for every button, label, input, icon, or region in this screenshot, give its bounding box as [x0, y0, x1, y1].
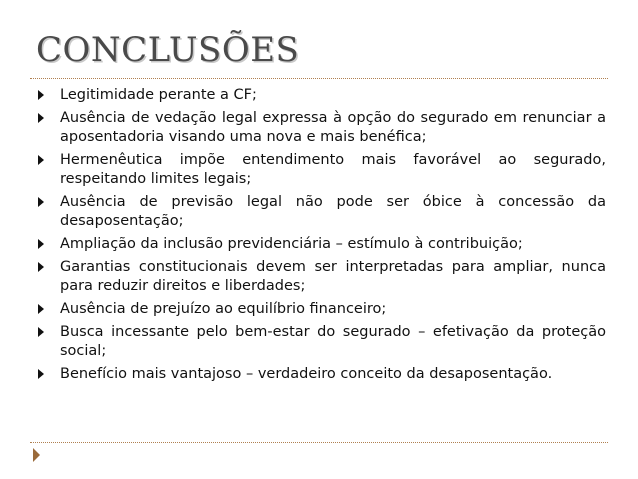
bullet-item	[34, 365, 606, 384]
triangle-bullet-icon	[38, 239, 44, 249]
triangle-bullet-icon	[38, 113, 44, 123]
bullet-text: Busca incessante pelo bem-estar do segurado – efetivação da proteção social;	[60, 324, 606, 359]
triangle-bullet-icon	[38, 155, 44, 165]
bullet-text: Ausência de previsão legal não pode ser óbice à concessão da desaposentação;	[60, 194, 606, 229]
bullet-text: Garantias constitucionais devem ser interpretadas para ampliar, nunca para reduzir direitos e liberdades;	[60, 259, 606, 294]
bullet-text: Ampliação da inclusão previdenciária – estímulo à contribuição;	[60, 236, 523, 252]
triangle-bullet-icon	[38, 369, 44, 379]
bullet-list	[34, 86, 606, 388]
bullet-item	[34, 193, 606, 231]
triangle-bullet-icon	[38, 327, 44, 337]
bullet-item	[34, 109, 606, 147]
bullet-item	[34, 86, 606, 105]
triangle-bullet-icon	[38, 90, 44, 100]
triangle-bullet-icon	[38, 197, 44, 207]
triangle-bullet-icon	[38, 262, 44, 272]
corner-triangle-icon	[33, 448, 40, 462]
bullet-text: Ausência de vedação legal expressa à opção do segurado em renunciar a aposentadoria visando uma nova e mais benéfica;	[60, 110, 606, 145]
bullet-text: Hermenêutica impõe entendimento mais favorável ao segurado, respeitando limites legais;	[60, 152, 606, 187]
slide-title: CONCLUSÕES	[36, 30, 300, 70]
footer-divider	[30, 442, 608, 443]
bullet-text: Benefício mais vantajoso – verdadeiro conceito da desaposentação.	[60, 366, 553, 382]
bullet-item	[34, 235, 606, 254]
title-divider	[30, 78, 608, 79]
triangle-bullet-icon	[38, 304, 44, 314]
bullet-item	[34, 323, 606, 361]
bullet-item	[34, 300, 606, 319]
bullet-text: Ausência de prejuízo ao equilíbrio financeiro;	[60, 301, 387, 317]
bullet-item	[34, 258, 606, 296]
bullet-text: Legitimidade perante a CF;	[60, 87, 257, 103]
bullet-item	[34, 151, 606, 189]
